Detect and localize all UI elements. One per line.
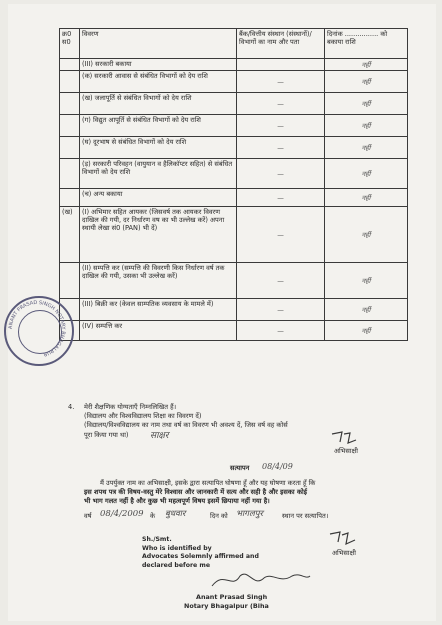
row-serial [60, 59, 80, 71]
verification-para2: इस शपथ पत्र की विषय-वस्तु मेरे विश्वास और जानकारी में सत्य और सही है और इसका कोई [84, 488, 307, 496]
row-description: (ड़) सरकारी परिवहन (वायुयान व हैलिकॉप्टर सहित) से संबंधित विभागों को देय राशि [80, 159, 237, 189]
deponent-label-2: अभिसाक्षी [332, 549, 356, 557]
education-line1: मेरी शैक्षणिक योग्यताएँ निम्नलिखित हैं। [84, 403, 177, 411]
row-bank: — [237, 189, 325, 207]
table-row [60, 207, 408, 263]
row-bank: — [237, 93, 325, 115]
row-description: (ग) विद्युत आपूर्ति से संबंधित विभागों को देय राशि [80, 115, 237, 137]
notary-line4: declared before me [142, 562, 211, 569]
ke-text: के [150, 512, 156, 520]
row-amount: नहीं [325, 137, 408, 159]
header-serial: क्र0 स0 [60, 29, 80, 59]
row-bank: — [237, 263, 325, 299]
row-description: (IV) सम्पत्ति कर [80, 321, 237, 341]
row-description: (III) बिक्री कर (केवल साम्पतिक व्यवसाय के मामले में) [80, 299, 237, 321]
verification-para1: मैं उपर्युक्त नाम का अभिसाक्षी, इसके द्वारा सत्यापित घोषणा हूँ और यह घोषणा करता हूँ कि [100, 479, 316, 487]
row-bank [237, 59, 325, 71]
row-bank: — [237, 115, 325, 137]
notary-title: Notary Bhagalpur (Biha [184, 602, 269, 610]
table-row [60, 263, 408, 299]
verification-date-hand: 08/4/09 [262, 462, 293, 471]
row-amount: नहीं [325, 299, 408, 321]
deponent-signature-2 [325, 528, 365, 550]
row-serial [60, 159, 80, 189]
place-handwritten: भागलपुर [236, 509, 264, 519]
row-amount: नहीं [325, 115, 408, 137]
education-line3: (विद्यालय/विश्वविद्यालय का नाम तथा वर्ष का विवरण भी अवश्य दें, जिस वर्ष वह कोर्स [84, 421, 288, 429]
row-bank: — [237, 299, 325, 321]
row-serial: (ख) [60, 207, 80, 263]
education-handwritten: साक्षर [150, 431, 169, 441]
row-description: (च) अन्य बकाया [80, 189, 237, 207]
table-row [60, 71, 408, 93]
row-amount: नहीं [325, 263, 408, 299]
table-row [60, 189, 408, 207]
svg-text:ANANT PRASAD SINGH NOTARY BHAG [8, 300, 66, 357]
year-handwritten: 08/4/2009 [100, 509, 144, 519]
table-row [60, 299, 408, 321]
din-ko-text: दिन को [210, 512, 228, 520]
row-serial [60, 71, 80, 93]
row-amount: नहीं [325, 207, 408, 263]
row-serial [60, 189, 80, 207]
table-row [60, 159, 408, 189]
place-suffix: स्थान पर सत्यापित। [282, 512, 329, 520]
day-handwritten: बुधवार [165, 509, 186, 519]
row-bank: — [237, 321, 325, 341]
table-row [60, 137, 408, 159]
table-row [60, 115, 408, 137]
notary-signature [206, 566, 316, 594]
row-serial [60, 137, 80, 159]
row-serial [60, 263, 80, 299]
year-prefix: वर्ष [84, 512, 92, 520]
table-row [60, 59, 408, 71]
verification-heading: सत्यापन [230, 464, 250, 472]
row-amount: नहीं [325, 159, 408, 189]
notary-seal-ring [4, 296, 70, 362]
seal-text: ANANT PRASAD SINGH NOTARY BHAGALPUR [7, 299, 67, 358]
table-row [60, 93, 408, 115]
row-bank: — [237, 207, 325, 263]
row-description: (I) अभिमार सहित आयकर (जिसवर्ष तक आयकर विवरण दाखिल की गयी, दर निर्धारण वष का भी उल्लेख करें) अपना स्थायी लेखा सं0 (PAN) भी दें) [80, 207, 237, 263]
table-row [60, 321, 408, 341]
row-bank: — [237, 159, 325, 189]
row-description: (III) सरकारी बकाया [80, 59, 237, 71]
notary-line2: Who is identified by [142, 545, 212, 552]
verification-para3: भी भाग गलत नहीं है और कुछ भी महत्वपूर्ण विषय इसमें छिपाया नहीं गया है। [84, 497, 270, 505]
row-description: (क) सरकारी आवास से संबंधित विभागों को देय राशि [80, 71, 237, 93]
table-header-row [60, 29, 408, 59]
row-bank: — [237, 71, 325, 93]
notary-name: Anant Prasad Singh [196, 593, 268, 601]
deponent-signature-1 [328, 428, 364, 448]
row-amount: नहीं [325, 189, 408, 207]
header-amount: दिनांक ................ को बकाया राशि [325, 29, 408, 59]
row-amount: नहीं [325, 93, 408, 115]
row-description: (II) सम्पत्ति कर (सम्पत्ति की विवरणी किस निर्धारण वर्ष तक दाखिल की गयी, उसका भी उल्लेख करें) [80, 263, 237, 299]
row-serial [60, 115, 80, 137]
row-serial [60, 93, 80, 115]
assets-liabilities-table [59, 28, 408, 341]
deponent-label-1: अभिसाक्षी [334, 447, 358, 455]
header-bank: बैंक/वित्तीय संस्थान (संस्थानों)/ विभागों का नाम और पता [237, 29, 325, 59]
notary-line3: Advocates Solemnly affirmed and [142, 553, 259, 560]
notary-line1: Sh./Smt. [142, 536, 172, 543]
row-bank: — [237, 137, 325, 159]
section-number: 4. [68, 403, 75, 411]
header-description: विवरण [80, 29, 237, 59]
row-amount: नहीं [325, 71, 408, 93]
notary-seal [4, 296, 74, 366]
education-line2: (विद्यालय और विश्वविद्यालय शिक्षा का विवरण दें) [84, 412, 202, 420]
row-description: (घ) दूरभाष से संबंधित विभागों को देय राशि [80, 137, 237, 159]
row-description: (ख) जलापूर्ति से संबंधित विभागों को देय राशि [80, 93, 237, 115]
education-line4: पूरा किया गया था) [84, 431, 129, 439]
row-amount: नहीं [325, 59, 408, 71]
row-amount: नहीं [325, 321, 408, 341]
